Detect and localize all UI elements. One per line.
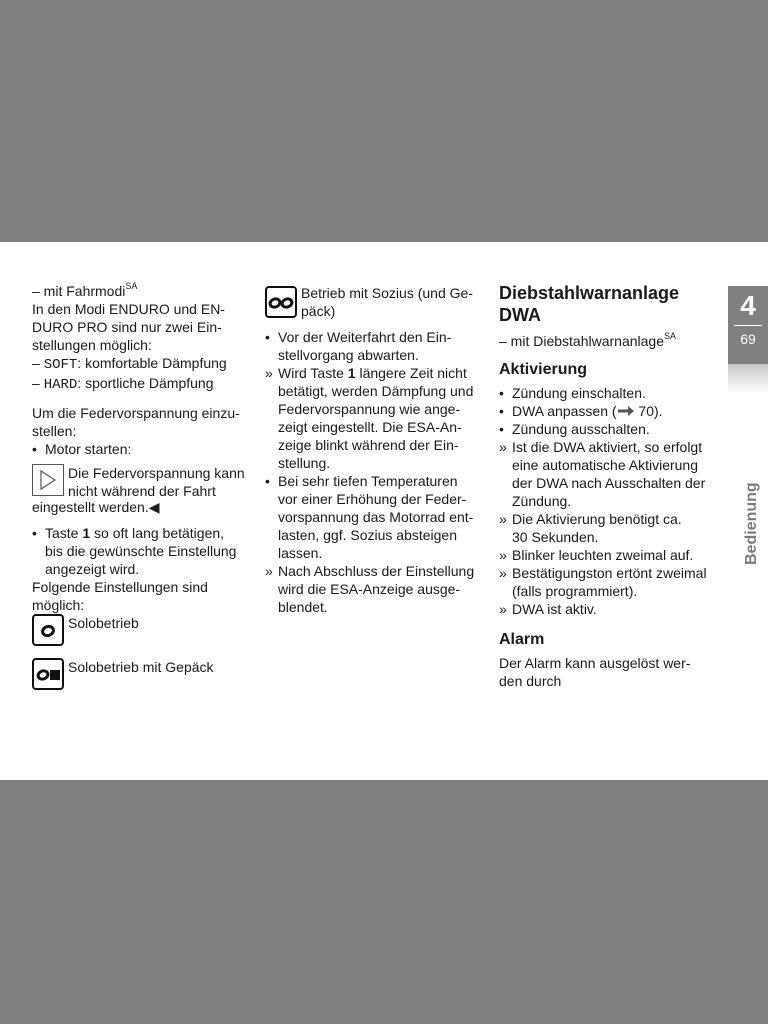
tab-divider	[734, 325, 762, 326]
column-2	[265, 284, 487, 616]
tab-gradient	[728, 364, 768, 394]
sa-superscript: SA	[663, 331, 676, 342]
page-number: 69	[740, 331, 756, 347]
text-line: Der Alarm kann ausgelöst wer-	[499, 655, 691, 671]
result-item: » Nach Abschluss der Einstellung wird die ESA-Anzeige ausge- blendet.	[265, 563, 475, 615]
note-block: Die Federvorspannung kann nicht während der Fahrt	[32, 464, 252, 500]
sa-superscript: SA	[125, 281, 138, 292]
text-line: möglich:	[32, 597, 85, 613]
bullet-item: • Zündung einschalten.	[499, 385, 646, 401]
chapter-tab	[728, 286, 768, 364]
column-1: – mit Fahrmodi$^{SA}$ In den Modi ENDURO und EN- DURO PRO sind nur zwei Ein- stellungen möglich: – SOFT: komfortable Dämpfung – HARD: sportliche Dämpfung Um die Federvorspannung einzu- stellen: • Motor starten: Die Federvorspannung kann nicht während der Fahrt eingestellt werden.◀ • Taste 1 so oft lang betätigen, bis die gewünschte Einstellung angezeigt wird. Folgende Einstellungen sind möglich: Solobetrieb Solobetrieb mit Gepäck	[32, 282, 252, 692]
result-item: » Die Aktivierung benötigt ca. 30 Sekunden.	[499, 511, 682, 545]
bullet-item: • Zündung ausschalten.	[499, 421, 650, 437]
soft-option: – SOFT: komfortable Dämpfung	[32, 355, 227, 373]
page-ref-arrow-icon	[617, 403, 635, 419]
bullet-item: • Vor der Weiterfahrt den Ein- stellvorgang abwarten.	[265, 329, 452, 363]
pillion-rider-icon	[265, 286, 297, 322]
result-item: » Bestätigungston ertönt zweimal (falls programmiert).	[499, 565, 707, 599]
solo-luggage-icon	[32, 658, 64, 694]
sozius-option: Betrieb mit Sozius (und Ge- päck)	[265, 284, 487, 328]
column-3	[499, 282, 721, 690]
text-line: DURO PRO sind nur zwei Ein-	[32, 319, 222, 335]
result-item: » DWA ist aktiv.	[499, 601, 597, 617]
dwa-option: – mit Diebstahlwarnanlage	[499, 333, 664, 349]
heading-alarm: Alarm	[499, 631, 545, 648]
end-mark-icon: ◀	[148, 499, 160, 515]
section-title: Diebstahlwarnanlage DWA	[499, 283, 680, 325]
text-line: den durch	[499, 673, 562, 689]
heading-aktivierung: Aktivierung	[499, 361, 588, 378]
soft-key: SOFT	[43, 357, 78, 373]
text-line: stellungen möglich:	[32, 337, 152, 353]
bullet-item: • Bei sehr tiefen Temperaturen vor einer Erhöhung der Feder- vorspannung das Motorrad ent- lasten, ggf. Sozius absteigen lassen.	[265, 473, 474, 561]
bullet-item: • DWA anpassen ( 70).	[499, 403, 663, 419]
solo-luggage-option: Solobetrieb mit Gepäck	[32, 658, 252, 692]
fahrmodi-option: – mit Fahrmodi	[32, 283, 126, 299]
solo-option: Solobetrieb	[32, 614, 252, 658]
chapter-number: 4	[740, 290, 756, 321]
solo-rider-icon	[32, 614, 64, 650]
result-item: » Ist die DWA aktiviert, so erfolgt eine automatische Aktivierung der DWA nach Ausschalten der Zündung.	[499, 439, 706, 509]
text-line: In den Modi ENDURO und EN-	[32, 301, 225, 317]
hard-option: – HARD: sportliche Dämpfung	[32, 375, 214, 393]
text-line: Um die Federvorspannung einzu-	[32, 405, 240, 421]
note-triangle-icon	[32, 464, 64, 500]
bullet-item: • Motor starten:	[32, 441, 132, 457]
result-item: » Blinker leuchten zweimal auf.	[499, 547, 694, 563]
text-line: stellen:	[32, 423, 77, 439]
manual-page: – mit Fahrmodi$^{SA}$ In den Modi ENDURO und EN- DURO PRO sind nur zwei Ein- stellungen möglich: – SOFT: komfortable Dämpfung – HARD: sportliche Dämpfung Um die Federvorspannung einzu- stellen: • Motor starten: Die Federvorspannung kann nicht während der Fahrt eingestellt werden.◀ • Taste 1 so oft lang betätigen, bis die gewünschte Einstellung angezeigt wird. Folgende Einstellungen sind möglich: Solobetrieb Solobetrieb mit Gepäck Betrieb mit Sozius (und Ge- päck) • Vor der Weiterfahrt den Ein- stellvorgang abwarten. » Wird Taste 1 längere Zeit nicht betätigt, werden Dämpfung und Federvorspannung wie ange- zeigt eingestellt. Die ESA-An- zeige blinkt während der Ein- stellung. • Bei sehr tiefen Temperaturen vor einer Erhöhung der Feder- vorspannung das Motorrad ent- lasten, ggf. Sozius absteigen lassen. » Nach Abschluss der Einstellung wird die ESA-Anzeige ausge- blendet. Diebstahlwarnanlage DWA – mit Diebstahlwarnanlage$^{SA}$ Aktivierung • Zündung einschalten. • DWA anpassen ( 70). • Zündung ausschalten. » Ist die DWA aktiviert, so erfolgt eine automatische Aktivierung der DWA nach Ausschalten der Zündung. » Die Aktivierung benötigt ca. 30 Sekunden. » Blinker leuchten zweimal auf. » Bestätigungston ertönt zweimal (falls programmiert). » DWA ist aktiv. Alarm Der Alarm kann ausgelöst wer- den durch 4 69 Bedienung	[0, 242, 768, 780]
text-line: Folgende Einstellungen sind	[32, 579, 208, 595]
hard-key: HARD	[43, 377, 78, 393]
result-item: » Wird Taste 1 längere Zeit nicht betätigt, werden Dämpfung und Federvorspannung wie ange- zeigt eingestellt. Die ESA-An- zeige blinkt während der Ein- stellung.	[265, 365, 474, 471]
bullet-item: • Taste 1 so oft lang betätigen, bis die gewünschte Einstellung angezeigt wird.	[32, 525, 237, 577]
